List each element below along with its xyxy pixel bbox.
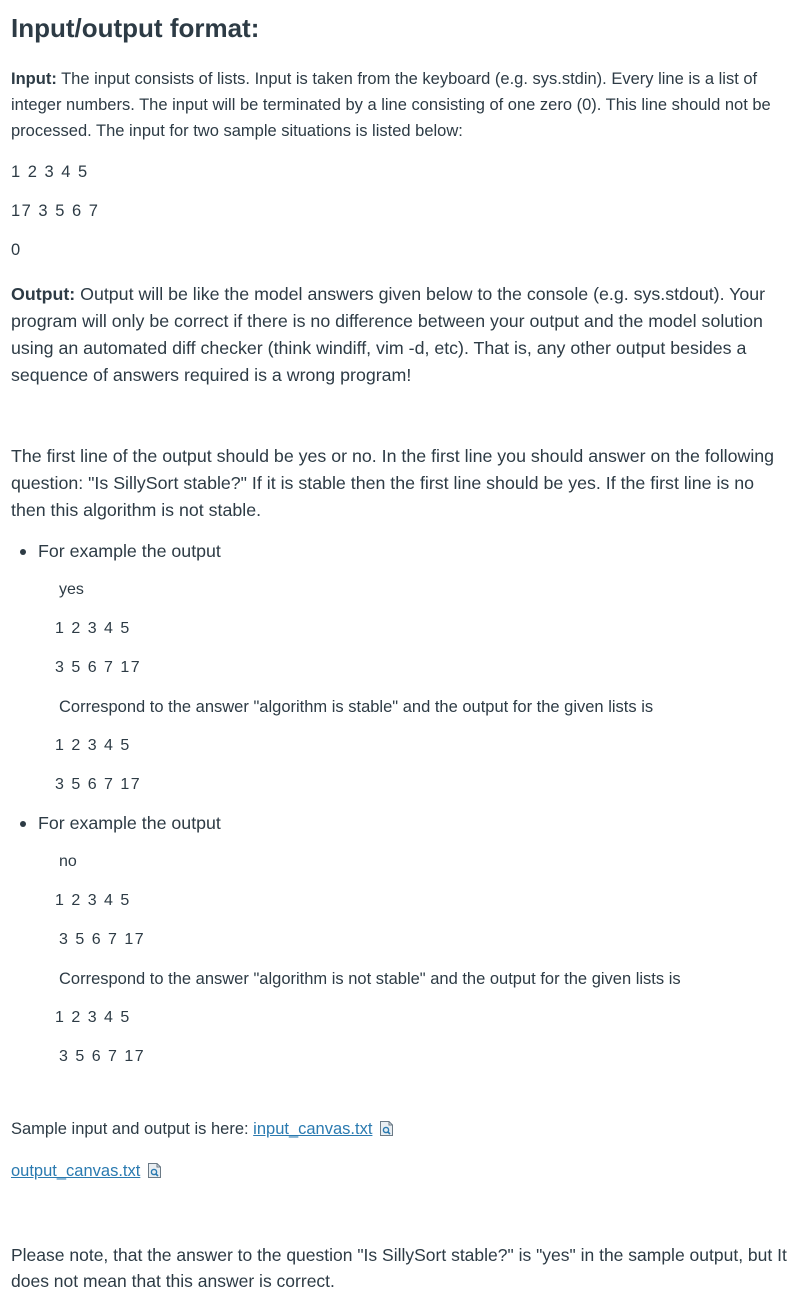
sample-input-line: 17 3 5 6 7: [11, 202, 100, 220]
output-file-link[interactable]: output_canvas.txt: [11, 1162, 141, 1180]
input-label: Input:: [11, 70, 57, 88]
example-item: [11, 810, 788, 1068]
example-output-line: 3 5 6 7 17: [59, 931, 146, 948]
sample-input-line: 0: [11, 241, 22, 259]
example-item: [11, 538, 788, 796]
example-output-line: 1 2 3 4 5: [55, 892, 131, 909]
file-preview-icon[interactable]: [147, 1162, 162, 1185]
bullet-icon: [20, 549, 26, 555]
example-heading: For example the output: [38, 541, 221, 561]
bullet-icon: [20, 821, 26, 827]
example-answer: no: [59, 853, 77, 870]
example-correspond: Correspond to the answer "algorithm is not stable" and the output for the given lists is: [59, 970, 681, 988]
example-result-line: 3 5 6 7 17: [55, 776, 142, 793]
example-answer: yes: [59, 581, 84, 598]
input-text: The input consists of lists. Input is taken from the keyboard (e.g. sys.stdin). Every line is a list of integer numbers. The input will be terminated by a line consisting of one zero (0). This line should not be processed. The input for two sample situations is listed below:: [11, 70, 771, 140]
example-result-line: 1 2 3 4 5: [55, 1009, 131, 1026]
sample-input-line: 1 2 3 4 5: [11, 163, 89, 181]
example-output-line: 1 2 3 4 5: [55, 620, 131, 637]
example-heading: For example the output: [38, 813, 221, 833]
input-file-link[interactable]: input_canvas.txt: [253, 1120, 373, 1138]
file-preview-icon[interactable]: [379, 1120, 394, 1143]
input-description: [11, 66, 788, 144]
sample-files-line: [11, 1118, 788, 1143]
example-output-line: 3 5 6 7 17: [55, 659, 142, 676]
sample-files-text: Sample input and output is here:: [11, 1120, 254, 1138]
output-text: Output will be like the model answers given below to the console (e.g. sys.stdout). Your program will only be correct if there is no difference between your output and the model solution using an automated diff checker (think windiff, vim -d, etc). That is, any other output besides a sequence of answers required is a wrong program!: [11, 284, 766, 385]
stability-note: Please note, that the answer to the question "Is SillySort stable?" is "yes" in the sample output, but It does not mean that this answer is correct.: [11, 1245, 787, 1291]
example-list: [11, 538, 788, 1068]
output-label: Output:: [11, 284, 76, 304]
example-result-line: 1 2 3 4 5: [55, 737, 131, 754]
sample-output-line: [11, 1160, 788, 1185]
stability-explanation: The first line of the output should be yes or no. In the first line you should answer on the following question: "Is SillySort stable?" If it is stable then the first line should be yes. If the first line is no then this algorithm is not stable.: [11, 446, 775, 520]
example-correspond: Correspond to the answer "algorithm is stable" and the output for the given lists is: [59, 698, 654, 716]
output-description: [11, 281, 788, 389]
page-title: Input/output format:: [11, 13, 260, 43]
example-result-line: 3 5 6 7 17: [59, 1048, 146, 1065]
